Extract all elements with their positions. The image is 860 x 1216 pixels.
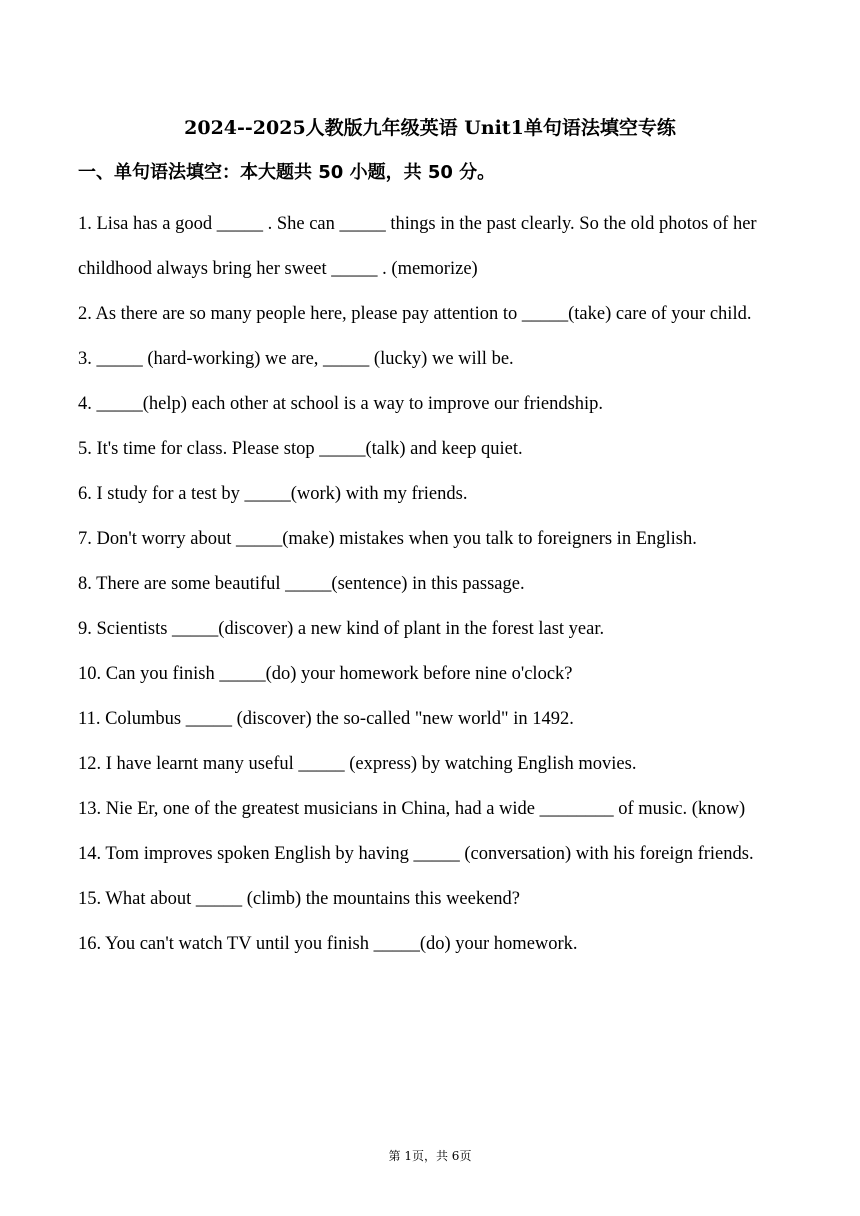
question-item: 12. I have learnt many useful _____ (express) by watching English movies. <box>78 754 637 774</box>
page-footer: 第 1页，共 6页 <box>388 1149 472 1163</box>
question-item: 6. I study for a test by _____(work) with my friends. <box>78 484 468 504</box>
section-heading: 一、单句语法填空：本大题共 50 小题，共 50 分。 <box>78 162 496 183</box>
question-item: 5. It's time for class. Please stop _____(talk) and keep quiet. <box>78 439 523 459</box>
question-item: 1. Lisa has a good _____ . She can _____ things in the past clearly. So the old photos of her childhood always bring her sweet _____ . (memorize) <box>78 214 757 279</box>
question-item: 7. Don't worry about _____(make) mistakes when you talk to foreigners in English. <box>78 529 697 549</box>
question-item: 3. _____ (hard-working) we are, _____ (lucky) we will be. <box>78 349 514 369</box>
question-item: 8. There are some beautiful _____(sentence) in this passage. <box>78 574 525 594</box>
question-list <box>78 202 790 967</box>
question-item: 11. Columbus _____ (discover) the so-called "new world" in 1492. <box>78 709 574 729</box>
document-title: 2024--2025人教版九年级英语 Unit1单句语法填空专练 <box>184 117 676 139</box>
question-item: 10. Can you finish _____(do) your homework before nine o'clock? <box>78 664 573 684</box>
question-item: 14. Tom improves spoken English by having _____ (conversation) with his foreign friends. <box>78 844 754 864</box>
question-item: 4. _____(help) each other at school is a way to improve our friendship. <box>78 394 604 414</box>
question-item: 16. You can't watch TV until you finish _____(do) your homework. <box>78 934 578 954</box>
question-item: 13. Nie Er, one of the greatest musicians in China, had a wide ________ of music. (know) <box>78 799 746 819</box>
question-item: 9. Scientists _____(discover) a new kind of plant in the forest last year. <box>78 619 605 639</box>
question-item: 15. What about _____ (climb) the mountains this weekend? <box>78 889 521 909</box>
question-item: 2. As there are so many people here, please pay attention to _____(take) care of your child. <box>78 304 752 324</box>
